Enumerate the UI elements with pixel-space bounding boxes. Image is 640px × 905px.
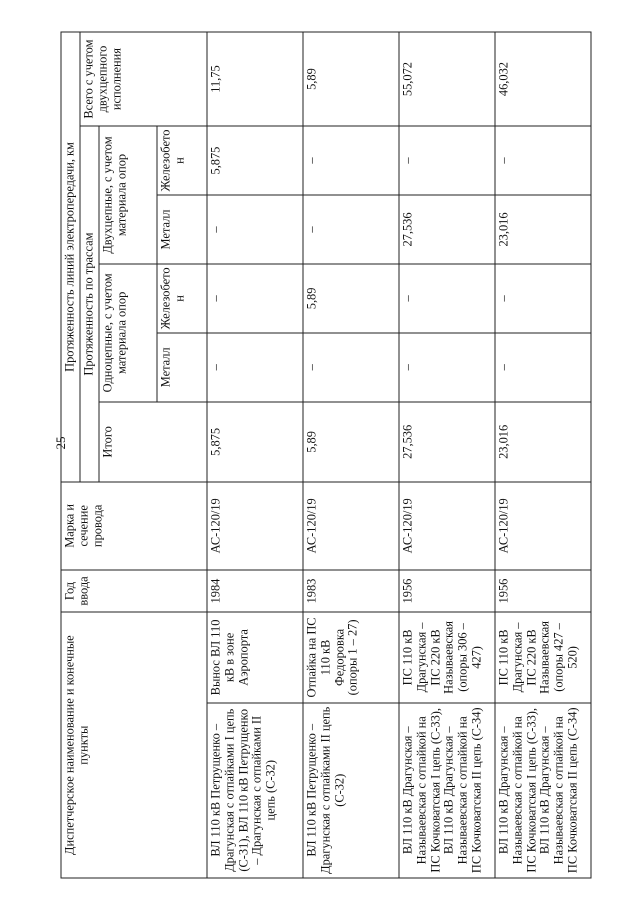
header-single: Одноцепные, с учетом материала опор <box>99 264 157 402</box>
header-name: Диспетчерское наименование и конечные пункты <box>61 612 207 878</box>
cell-total: 23,016 <box>495 402 591 482</box>
cell-wire: АС-120/19 <box>399 482 495 570</box>
cell-endpoints: ПС 110 кВ Драгунская – ПС 220 кВ Назывaевская (опоры 306 – 427) <box>399 612 495 702</box>
cell-single-metal: – <box>495 333 591 402</box>
cell-double-concrete: – <box>495 126 591 195</box>
page-number: 25 <box>53 436 68 450</box>
cell-line-name: ВЛ 110 кВ Петрущенко – Драгунская с отпайками I цепь (С-31), ВЛ 110 кВ Петрущенко – Драгунская с отпайками II цепь (С-32) <box>207 703 303 878</box>
header-all-double: Всего с учетом двухцепного исполнения <box>80 32 207 126</box>
cell-double-metal: 27,536 <box>399 195 495 264</box>
cell-all-double: 55,072 <box>399 32 495 126</box>
header-length-group: Протяженность линий электропередачи, км <box>61 32 80 482</box>
cell-single-concrete: 5,89 <box>303 264 399 333</box>
power-lines-table <box>61 32 592 879</box>
cell-year: 1984 <box>207 570 303 613</box>
cell-double-concrete: – <box>399 126 495 195</box>
cell-wire: АС-120/19 <box>495 482 591 570</box>
header-double: Двухцепные, с учетом материала опор <box>99 126 157 264</box>
cell-year: 1983 <box>303 570 399 613</box>
cell-all-double: 46,032 <box>495 32 591 126</box>
cell-line-name: ВЛ 110 кВ Драгунская – Назывaевская с отпайкой на ПС Кочковатская I цепь (С-33), ВЛ 110 кВ Драгунская – Назывaевская с отпайкой на ПС Кочковатская II цепь (С-34) <box>399 703 495 878</box>
cell-double-metal: 23,016 <box>495 195 591 264</box>
header-wire: Марка и сечение провода <box>61 482 207 570</box>
cell-single-metal: – <box>207 333 303 402</box>
cell-total: 5,875 <box>207 402 303 482</box>
table-row <box>303 32 399 878</box>
cell-total: 5,89 <box>303 402 399 482</box>
header-double-concrete: Железобетон <box>157 126 207 195</box>
table-row <box>495 32 591 878</box>
cell-double-concrete: – <box>303 126 399 195</box>
cell-line-name: ВЛ 110 кВ Драгунская – Назывaевская с отпайкой на ПС Кочковатская I цепь (С-33), ВЛ 110 кВ Драгунская – Назывaевская с отпайкой на ПС Кочковатская II цепь (С-34) <box>495 703 591 878</box>
table-row <box>399 32 495 878</box>
cell-single-metal: – <box>303 333 399 402</box>
header-route-group: Протяженность по трассам <box>80 126 99 482</box>
cell-all-double: 5,89 <box>303 32 399 126</box>
cell-double-metal: – <box>303 195 399 264</box>
cell-all-double: 11,75 <box>207 32 303 126</box>
header-total: Итого <box>99 402 207 482</box>
table-row <box>207 32 303 878</box>
cell-endpoints: ПС 110 кВ Драгунская – ПС 220 кВ Назывaевская (опоры 427 – 520) <box>495 612 591 702</box>
cell-wire: АС-120/19 <box>303 482 399 570</box>
cell-wire: АС-120/19 <box>207 482 303 570</box>
cell-single-concrete: – <box>399 264 495 333</box>
cell-endpoints: Отпайка на ПС 110 кВ Федоровка (опоры 1 – 27) <box>303 612 399 702</box>
table-rotation-frame <box>61 32 640 879</box>
header-single-concrete: Железобетон <box>157 264 207 333</box>
cell-double-metal: – <box>207 195 303 264</box>
cell-single-concrete: – <box>495 264 591 333</box>
cell-line-name: ВЛ 110 кВ Петрущенко – Драгунская с отпайками II цепь (С-32) <box>303 703 399 878</box>
rotated-table-sheet <box>60 32 640 879</box>
header-year: Год ввода <box>61 570 207 613</box>
cell-double-concrete: 5,875 <box>207 126 303 195</box>
cell-year: 1956 <box>399 570 495 613</box>
header-double-metal: Металл <box>157 195 207 264</box>
cell-single-metal: – <box>399 333 495 402</box>
cell-endpoints: Вынос ВЛ 110 кВ в зоне Аэропорта <box>207 612 303 702</box>
cell-total: 27,536 <box>399 402 495 482</box>
header-single-metal: Металл <box>157 333 207 402</box>
cell-single-concrete: – <box>207 264 303 333</box>
cell-year: 1956 <box>495 570 591 613</box>
